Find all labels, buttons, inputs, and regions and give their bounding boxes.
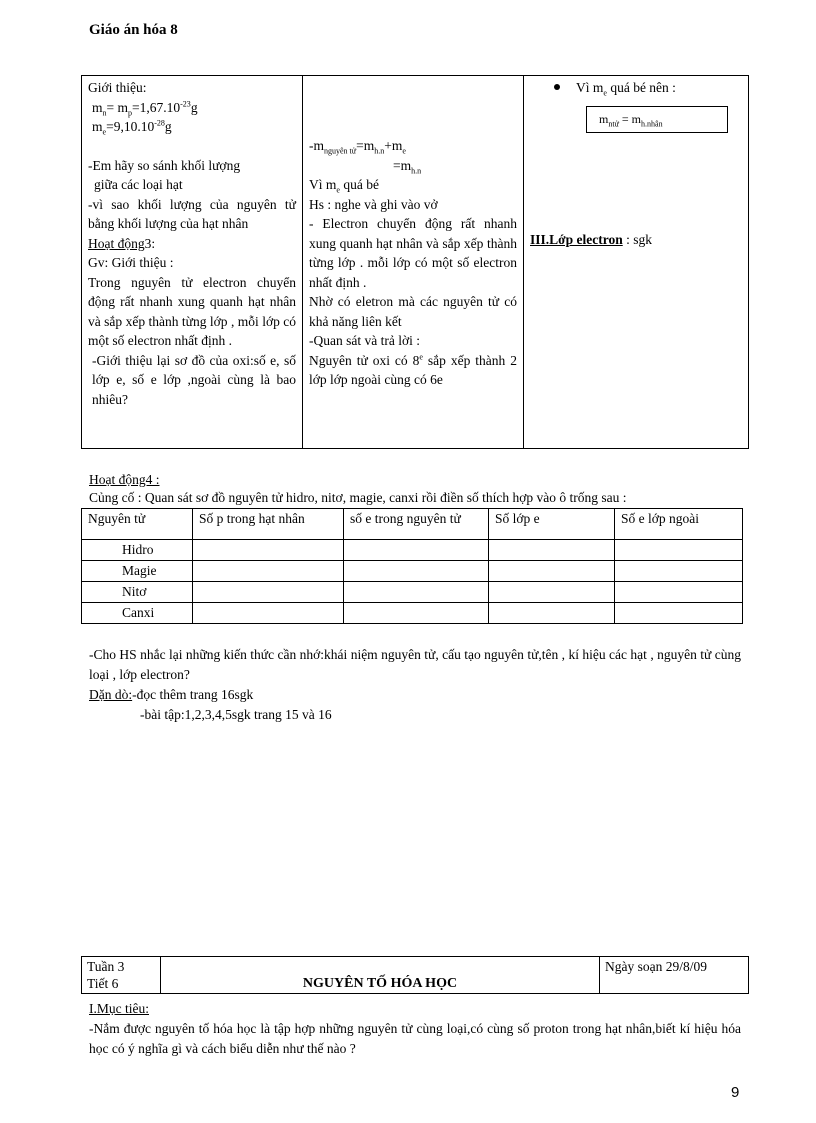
intro-label: Giới thiệu: (88, 80, 147, 95)
section-electron-layer: III.Lớp electron : sgk (530, 231, 652, 247)
week-period-cell (82, 957, 161, 994)
mass-np-formula: $m_n= m_p=1,67.10^{-23}g$ (92, 99, 198, 118)
bullet-icon (554, 84, 560, 90)
atom-table (81, 508, 743, 624)
homework-line-2: -bài tập:1,2,3,4,5sgk trang 15 và 16 (140, 707, 332, 722)
table-row: Nitơ (82, 582, 743, 603)
table-row: Magie (82, 561, 743, 582)
question-oxygen: -Giới thiệu lại sơ đồ của oxi:số e, số lớp e, số e lớp ,ngoài cùng là bao nhiêu? (92, 352, 296, 407)
header-protons: Số p trong hạt nhân (193, 509, 344, 540)
atom-table-header (82, 509, 743, 540)
question-compare: -Em hãy so sánh khối lượng (88, 157, 241, 173)
mass-e-formula: $m_e=9,10.10^{-28}g$ (92, 118, 172, 137)
electron-mass-bullet: Vì $m_e$ quá bé nên : (530, 78, 742, 98)
question-why: -vì sao khối lượng của nguyên tử bằng khối lượng của hạt nhân (88, 196, 296, 231)
student-listen: Hs : nghe và ghi vào vở (309, 196, 438, 212)
header-electrons: số e trong nguyên tử (344, 509, 489, 540)
mass-atom-formula-2: $=m_{h.n}$ (393, 157, 422, 176)
lesson-header-table (81, 956, 749, 994)
activity3-heading: Hoạt động3: (88, 235, 156, 251)
activity4 (89, 471, 749, 507)
student-answer-oxygen: Nguyên tử oxi có 8e sắp xếp thành 2 lớp lớp ngoài cùng có 6e (309, 352, 517, 387)
mass-formula-box: $m_{ntử} = m_{h.nhân}$ (586, 106, 728, 133)
activity4-title: Hoạt động4 : (89, 472, 160, 487)
student-answer-electron: - Electron chuyển động rất nhanh xung quanh hạt nhân và sắp xếp thành từng lớp . mỗi lớp có một số electron nhất định . (309, 216, 517, 290)
table-row: Canxi (82, 603, 743, 624)
content-column (524, 76, 749, 449)
objectives (89, 999, 741, 1059)
student-answer-bond: Nhờ có eletron mà các nguyên tử có khả năng liên kết (309, 294, 517, 329)
question-compare-cont: giữa các loại hạt (94, 177, 183, 192)
activity4-text: Củng cố : Quan sát sơ đồ nguyên tử hidro, nitơ, magie, canxi rồi điền số thích hợp vào ô trống sau : (89, 490, 627, 505)
student-column (303, 76, 524, 449)
teacher-column (82, 76, 303, 449)
period-label: Tiết 6 (87, 976, 119, 991)
summary-text: -Cho HS nhắc lại những kiến thức cần nhớ:khái niệm nguyên tử, cấu tạo nguyên tử,tên , kí hiệu các hạt , nguyên tử cùng loại , lớp electron? (89, 647, 741, 682)
header-atom: Nguyên tử (82, 509, 193, 540)
prep-date: Ngày soạn 29/8/09 (600, 957, 749, 994)
lesson-title: NGUYÊN TỐ HÓA HỌC (161, 957, 600, 994)
document-header: Giáo án hóa 8 (89, 22, 178, 38)
table-row: Hidro (82, 540, 743, 561)
week-label: Tuần 3 (87, 959, 125, 974)
objectives-text: -Nắm được nguyên tố hóa học là tập hợp những nguyên tử cùng loại,có cùng số proton trong hạt nhân,biết kí hiệu hóa học có ý nghĩa gì và cách biểu diễn như thế nào ? (89, 1021, 741, 1056)
header-layers: Số lớp e (489, 509, 615, 540)
mass-atom-formula: $-m_{nguyên tử}=m_{h.n}+m_e$ (309, 138, 406, 156)
header-outer-electrons: Số e lớp ngoài (615, 509, 743, 540)
page-number: 9 (731, 1084, 740, 1101)
electron-mass-note: Vì $m_e$ quá bé (309, 177, 379, 195)
homework-line-1: Dặn dò:-đọc thêm trang 16sgk (89, 687, 254, 702)
student-observe: -Quan sát và trả lời : (309, 333, 420, 348)
objectives-label: I.Mục tiêu: (89, 1001, 149, 1016)
teacher-intro: Gv: Giới thiệu : (88, 255, 174, 270)
lesson-table (81, 75, 749, 449)
teacher-explanation: Trong nguyên tử electron chuyển động rất nhanh xung quanh hạt nhân và sắp xếp thành từng lớp , mỗi lớp có một số electron nhất định . (88, 274, 296, 348)
